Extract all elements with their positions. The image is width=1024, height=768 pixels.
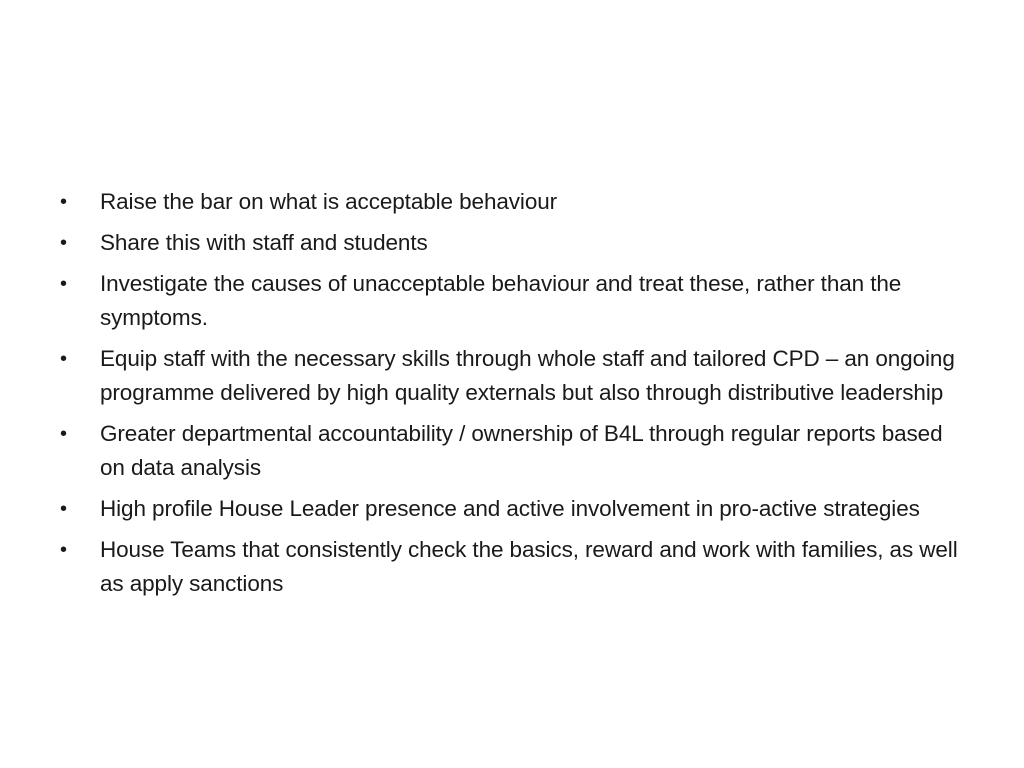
bullet-text: House Teams that consistently check the basics, reward and work with families, as well as apply sanctions: [100, 537, 958, 596]
bullet-text: Raise the bar on what is acceptable behaviour: [100, 189, 558, 214]
bullet-icon: •: [60, 273, 67, 295]
list-item: [60, 185, 970, 219]
bullet-icon: •: [60, 191, 67, 213]
bullet-icon: •: [60, 498, 67, 520]
bullet-list: [60, 185, 970, 608]
list-item: [60, 267, 970, 335]
bullet-icon: •: [60, 232, 67, 254]
bullet-icon: •: [60, 348, 67, 370]
bullet-text: Greater departmental accountability / ownership of B4L through regular reports based on data analysis: [100, 421, 943, 480]
bullet-icon: •: [60, 423, 67, 445]
bullet-text: Investigate the causes of unacceptable behaviour and treat these, rather than the symptoms.: [100, 271, 902, 330]
list-item: [60, 417, 970, 485]
list-item: [60, 226, 970, 260]
bullet-icon: •: [60, 539, 67, 561]
list-item: [60, 492, 970, 526]
list-item: [60, 342, 970, 410]
bullet-text: Equip staff with the necessary skills through whole staff and tailored CPD – an ongoing programme delivered by high quality externals but also through distributive leadership: [100, 346, 955, 405]
bullet-text: High profile House Leader presence and active involvement in pro-active strategies: [100, 496, 920, 521]
bullet-text: Share this with staff and students: [100, 230, 428, 255]
list-item: [60, 533, 970, 601]
